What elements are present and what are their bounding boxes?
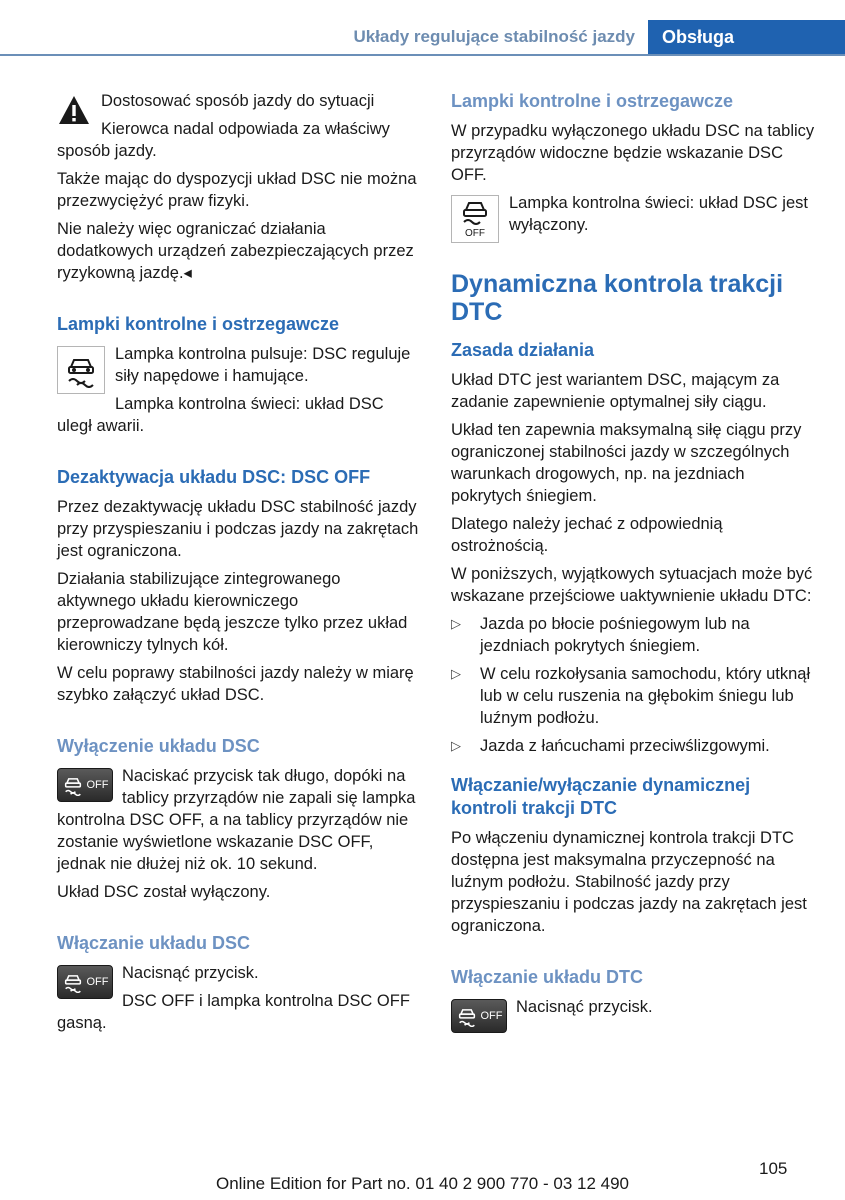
header-rule <box>0 54 845 56</box>
section-heading-lamps: Lampki kontrolne i ostrzegawcze <box>57 314 340 334</box>
paragraph: Działania stabilizujące zintegrowanego aktywnego układu kierowniczego przeprowadzane będą jeszcze tylko przez układ kierowniczy tylnych kół. <box>57 570 408 654</box>
page-number: 105 <box>759 1159 788 1178</box>
warning-text: Także mając do dyspozycji układ DSC nie można przezwyciężyć praw fizyki. <box>57 170 417 210</box>
footer-edition: Online Edition for Part no. 01 40 2 900 770 - 03 12 490 <box>215 1174 629 1193</box>
paragraph: Układ DSC został wyłączony. <box>57 883 271 901</box>
situation-list <box>451 613 817 757</box>
paragraph: W poniższych, wyjątkowych sytuacjach może być wskazane przejściowe uaktywnienie układu DTC: <box>451 565 813 605</box>
paragraph: Po włączeniu dynamicznej kontrola trakcji DTC dostępna jest maksymalna przyczepność na luźnym podłożu. Stabilność jazdy przy przyspieszaniu i podczas jazdy na zakrętach jest ograniczona. <box>451 829 807 935</box>
list-item: ▷ Jazda z łańcuchami przeciwślizgowymi. <box>451 737 770 755</box>
off-label: OFF <box>465 228 485 239</box>
running-header-title: Układy regulujące stabilność jazdy <box>353 27 635 46</box>
dsc-off-button-icon <box>57 768 113 802</box>
paragraph: Lampka kontrolna świeci: układ DSC jest wyłączony. <box>509 194 808 234</box>
running-header-tab: Obsługa <box>648 20 845 56</box>
section-heading-deactivation: Dezaktywacja układu DSC: DSC OFF <box>57 467 371 487</box>
paragraph: Nacisnąć przycisk. <box>516 998 653 1016</box>
section-heading-principle: Zasada działania <box>451 340 595 360</box>
paragraph: W przypadku wyłączonego układu DSC na tablicy przyrządów widoczne będzie wskazanie DSC OFF. <box>451 122 815 184</box>
off-label: OFF <box>86 976 109 988</box>
right-column <box>451 90 817 1037</box>
paragraph: Dlatego należy jechać z odpowiednią ostrożnością. <box>451 515 723 555</box>
left-column <box>57 90 423 1040</box>
dsc-warning-lamp-icon <box>57 346 105 394</box>
paragraph: Układ DTC jest wariantem DSC, mającym za zadanie zapewnienie optymalnej siły ciągu. <box>451 371 780 411</box>
section-heading-dtc-on: Włączanie układu DTC <box>451 967 644 987</box>
bullet-arrow-icon: ▷ <box>451 738 461 753</box>
chapter-title-dtc: Dynamiczna kontrola trakcji DTC <box>451 270 784 326</box>
paragraph: Naciskać przycisk tak długo, dopóki na tablicy przyrządów nie zapali się lampka kontrolna DSC OFF, a na tablicy przyrządów nie zostanie wyświetlone wskazanie DSC OFF, jednak nie dłużej niż ok. 10 sekund. <box>57 767 416 873</box>
list-item: ▷ W celu rozkołysania samochodu, który utknął lub w celu ruszenia na głębokim śniegu lub luźnym podłożu. <box>451 665 811 727</box>
section-heading-dsc-on: Włączanie układu DSC <box>57 933 251 953</box>
warning-text: Nie należy więc ograniczać działania dodatkowych urządzeń zabezpieczających przez ryzykowną jazdę.◂ <box>57 220 414 282</box>
paragraph: Przez dezaktywację układu DSC stabilność jazdy przy przyspieszaniu i podczas jazdy na zakrętach jest ograniczona. <box>57 498 419 560</box>
section-heading-dtc-toggle: Włączanie/wyłączanie dynamicznej kontroli trakcji DTC <box>451 775 751 818</box>
paragraph: W celu poprawy stabilności jazdy należy w miarę szybko załączyć układ DSC. <box>57 664 414 704</box>
off-label: OFF <box>86 779 109 791</box>
paragraph: Lampka kontrolna świeci: układ DSC uległ awarii. <box>57 395 384 435</box>
dsc-off-button-icon <box>57 965 113 999</box>
paragraph: Nacisnąć przycisk. <box>122 964 259 982</box>
paragraph: Układ ten zapewnia maksymalną siłę ciągu przy ograniczonej stabilności jazdy w szczególnych warunkach drogowych, np. na jezdniach pokrytych śniegiem. <box>451 421 802 505</box>
list-item: ▷ Jazda po błocie pośniegowym lub na jezdniach pokrytych śniegiem. <box>451 615 750 655</box>
section-heading-dsc-off: Wyłączenie układu DSC <box>57 736 260 756</box>
dsc-off-button-icon <box>451 999 507 1033</box>
paragraph: DSC OFF i lampka kontrolna DSC OFF gasną. <box>57 992 410 1032</box>
section-heading-lamps-right: Lampki kontrolne i ostrzegawcze <box>451 91 734 111</box>
paragraph: Lampka kontrolna pulsuje: DSC reguluje siły napędowe i hamujące. <box>115 345 411 385</box>
off-label: OFF <box>480 1010 503 1022</box>
bullet-arrow-icon: ▷ <box>451 666 461 681</box>
warning-text: Kierowca nadal odpowiada za właściwy sposób jazdy. <box>57 120 390 160</box>
dsc-off-lamp-icon <box>451 195 499 243</box>
warning-heading: Dostosować sposób jazdy do sytuacji <box>101 92 375 110</box>
bullet-arrow-icon: ▷ <box>451 616 461 631</box>
warning-triangle-icon <box>57 94 91 131</box>
